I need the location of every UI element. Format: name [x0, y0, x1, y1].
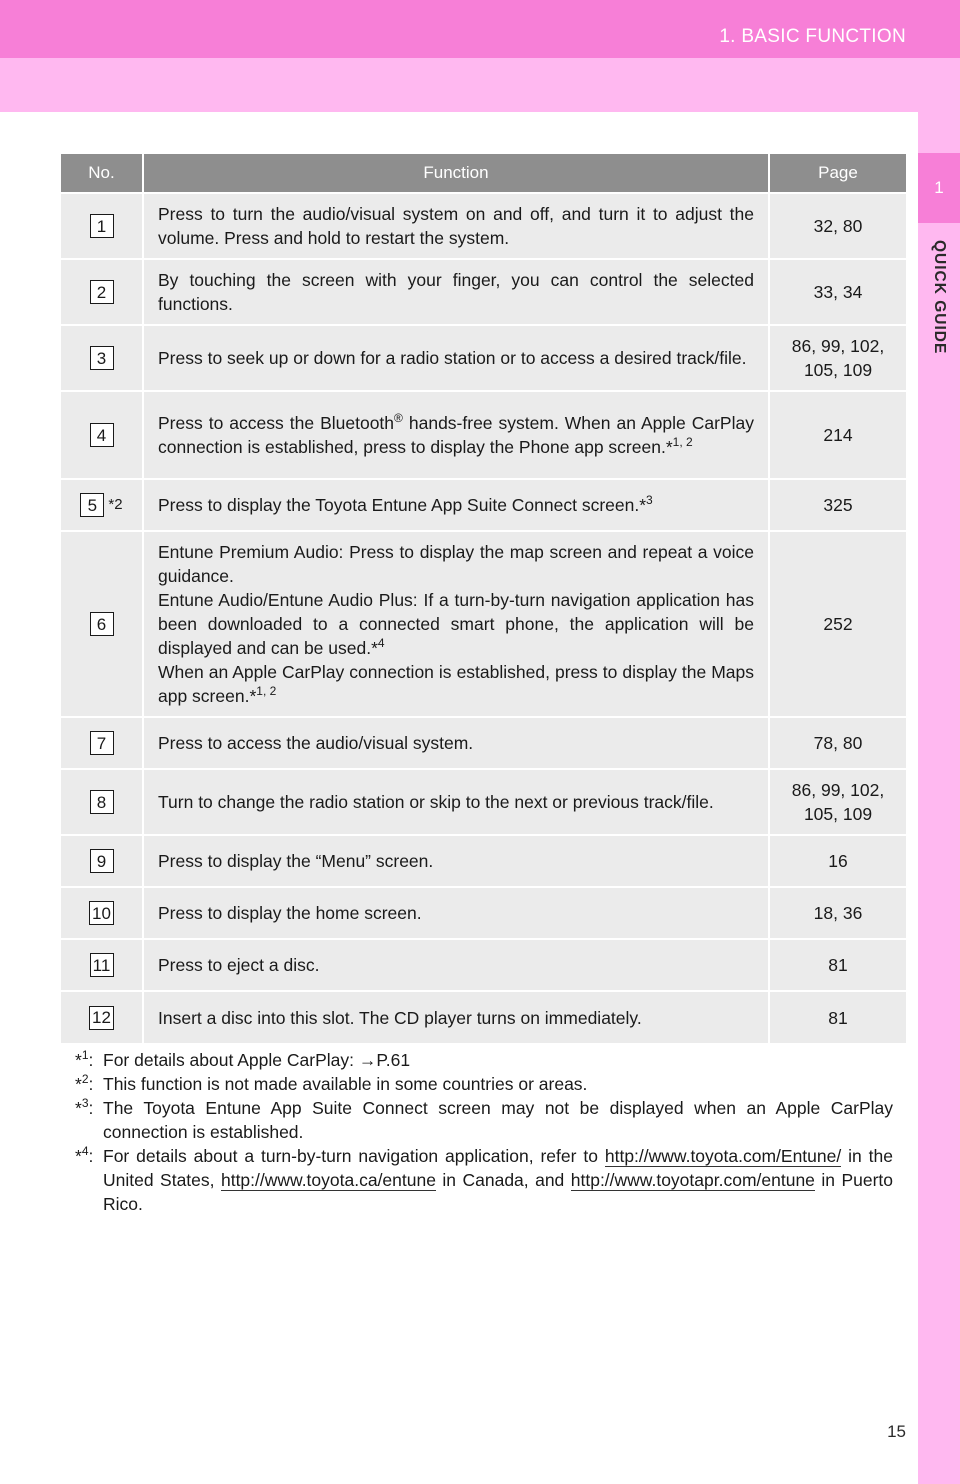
- function-cell: By touching the screen with your finger, you can control the selected functions.: [143, 259, 769, 325]
- row-number-badge: 9: [90, 849, 114, 873]
- footnote-star: *: [75, 1098, 82, 1118]
- page-cell: 86, 99, 102, 105, 109: [769, 769, 906, 835]
- footnote-ref: 4: [377, 636, 385, 651]
- footnote-number: 1: [81, 1048, 89, 1063]
- footnote-text: [103, 1144, 893, 1216]
- col-header-page: Page: [769, 154, 906, 193]
- footnote-number: 3: [81, 1096, 89, 1111]
- row-number-badge: 3: [90, 346, 114, 370]
- row-number-cell: [61, 479, 143, 531]
- chapter-title: 1. BASIC FUNCTION: [719, 26, 906, 47]
- row-number-cell: [61, 939, 143, 991]
- row-number-badge: 7: [90, 731, 114, 755]
- table-row: [61, 887, 906, 939]
- table-row: [61, 391, 906, 479]
- footnote-text-part: in Puerto Rico.: [103, 1170, 893, 1214]
- page-cell: 252: [769, 531, 906, 717]
- table-row: [61, 193, 906, 259]
- function-cell: Press to display the home screen.: [143, 887, 769, 939]
- footnote-text-part: in the United States,: [103, 1146, 893, 1190]
- footnote-text: This function is not made available in some countries or areas.: [103, 1074, 588, 1094]
- function-cell: [143, 479, 769, 531]
- function-cell: Press to display the “Menu” screen.: [143, 835, 769, 887]
- col-header-no: No.: [61, 154, 143, 193]
- footnote-ref: 3: [646, 493, 653, 508]
- function-cell: Press to seek up or down for a radio station or to access a desired track/file.: [143, 325, 769, 391]
- footnote-number: 2: [81, 1072, 89, 1087]
- table-row: [61, 717, 906, 769]
- page-cell: 214: [769, 391, 906, 479]
- page-cell: 81: [769, 939, 906, 991]
- footnote: [75, 1144, 893, 1216]
- page-number: 15: [887, 1422, 906, 1441]
- footnote-star: *: [75, 1074, 82, 1094]
- row-number-badge: 10: [89, 901, 114, 925]
- function-text: Entune Premium Audio: Press to display the map screen and repeat a voice guidance.: [158, 542, 754, 586]
- table-row: [61, 991, 906, 1043]
- function-text: When an Apple CarPlay connection is established, press to display the Maps app screen.*: [158, 662, 754, 706]
- section-label-text: QUICK GUIDE: [931, 239, 948, 355]
- row-number-badge: 5: [80, 493, 104, 517]
- row-number-badge: 6: [90, 612, 114, 636]
- function-paragraph: [158, 660, 754, 708]
- row-number-cell: [61, 531, 143, 717]
- table-row: [61, 531, 906, 717]
- footnote-text-part: in Canada, and: [435, 1170, 571, 1190]
- function-text: hands-free system. When an Apple CarPlay connection is established, press to display the Phone app screen.*: [158, 413, 754, 457]
- footnote-text: For details about Apple CarPlay: →P.61: [103, 1050, 411, 1070]
- footnote-text-part: For details about a turn-by-turn navigation application, refer to: [103, 1146, 605, 1166]
- registered-mark: ®: [394, 411, 403, 426]
- row-number-cell: [61, 193, 143, 259]
- footnote-star: *: [75, 1050, 82, 1070]
- function-cell: Press to access the audio/visual system.: [143, 717, 769, 769]
- link-toyota-ca[interactable]: http://www.toyota.ca/entune: [220, 1170, 436, 1190]
- function-text: Entune Audio/Entune Audio Plus: If a turn-by-turn navigation application has been downloaded to a connected smart phone, the application will be displayed and can be used.*: [158, 590, 754, 658]
- table-row: [61, 479, 906, 531]
- footnote-mark: *$^4$:: [75, 1144, 94, 1166]
- row-number-cell: [61, 717, 143, 769]
- footnote: [75, 1072, 893, 1096]
- row-number-badge: 1: [90, 214, 114, 238]
- row-number-badge: 8: [90, 790, 114, 814]
- table-row: [61, 259, 906, 325]
- link-toyota-pr[interactable]: http://www.toyotapr.com/entune: [570, 1170, 815, 1190]
- page-cell: 18, 36: [769, 887, 906, 939]
- footnote-ref: 1, 2: [672, 435, 693, 450]
- row-number-cell: [61, 991, 143, 1043]
- link-toyota-us[interactable]: http://www.toyota.com/Entune/: [604, 1146, 842, 1166]
- footnote: [75, 1048, 893, 1072]
- footnote-number: 4: [81, 1144, 89, 1159]
- function-cell: [143, 531, 769, 717]
- row-number-cell: [61, 835, 143, 887]
- col-header-function: Function: [143, 154, 769, 193]
- page-cell: 32, 80: [769, 193, 906, 259]
- row-number-badge: 11: [90, 953, 114, 977]
- table-header-row: [61, 154, 906, 193]
- footnote-ref: 1, 2: [256, 684, 277, 699]
- function-table: [61, 154, 906, 1043]
- function-cell: [143, 391, 769, 479]
- footnote-mark: *$^1$:: [75, 1048, 94, 1070]
- function-text: Press to access the Bluetooth: [158, 413, 395, 433]
- page-cell: 86, 99, 102, 105, 109: [769, 325, 906, 391]
- function-cell: Turn to change the radio station or skip to the next or previous track/file.: [143, 769, 769, 835]
- function-cell: Insert a disc into this slot. The CD player turns on immediately.: [143, 991, 769, 1043]
- function-text: Press to display the Toyota Entune App Suite Connect screen.*: [158, 495, 647, 515]
- function-cell: Press to turn the audio/visual system on and off, and turn it to adjust the volume. Press and hold to restart the system.: [143, 193, 769, 259]
- row-number-cell: [61, 325, 143, 391]
- table-row: [61, 769, 906, 835]
- table-row: [61, 835, 906, 887]
- footnote-star: *: [75, 1146, 82, 1166]
- page-cell: 81: [769, 991, 906, 1043]
- chapter-tab[interactable]: 1: [918, 153, 960, 223]
- footnotes: [75, 1048, 893, 1216]
- function-paragraph: [158, 588, 754, 660]
- row-number-badge: 12: [89, 1006, 114, 1030]
- footnote-mark: *$^3$:: [75, 1096, 94, 1118]
- footnote: [75, 1096, 893, 1144]
- row-number-cell: [61, 259, 143, 325]
- function-cell: Press to eject a disc.: [143, 939, 769, 991]
- page-cell: 16: [769, 835, 906, 887]
- page-cell: 33, 34: [769, 259, 906, 325]
- table-row: [61, 939, 906, 991]
- row-number-cell: [61, 391, 143, 479]
- row-footnote-ref: *2: [108, 495, 123, 513]
- page-cell: 325: [769, 479, 906, 531]
- section-label: [918, 223, 960, 371]
- row-number-badge: 2: [90, 280, 114, 304]
- page-cell: 78, 80: [769, 717, 906, 769]
- footnote-mark: *$^2$:: [75, 1072, 94, 1094]
- table-row: [61, 325, 906, 391]
- header-subband: [0, 58, 960, 112]
- row-number-badge: 4: [90, 423, 114, 447]
- row-number-cell: [61, 769, 143, 835]
- footnote-text: The Toyota Entune App Suite Connect screen may not be displayed when an Apple CarPlay connection is established.: [103, 1098, 893, 1142]
- row-number-cell: [61, 887, 143, 939]
